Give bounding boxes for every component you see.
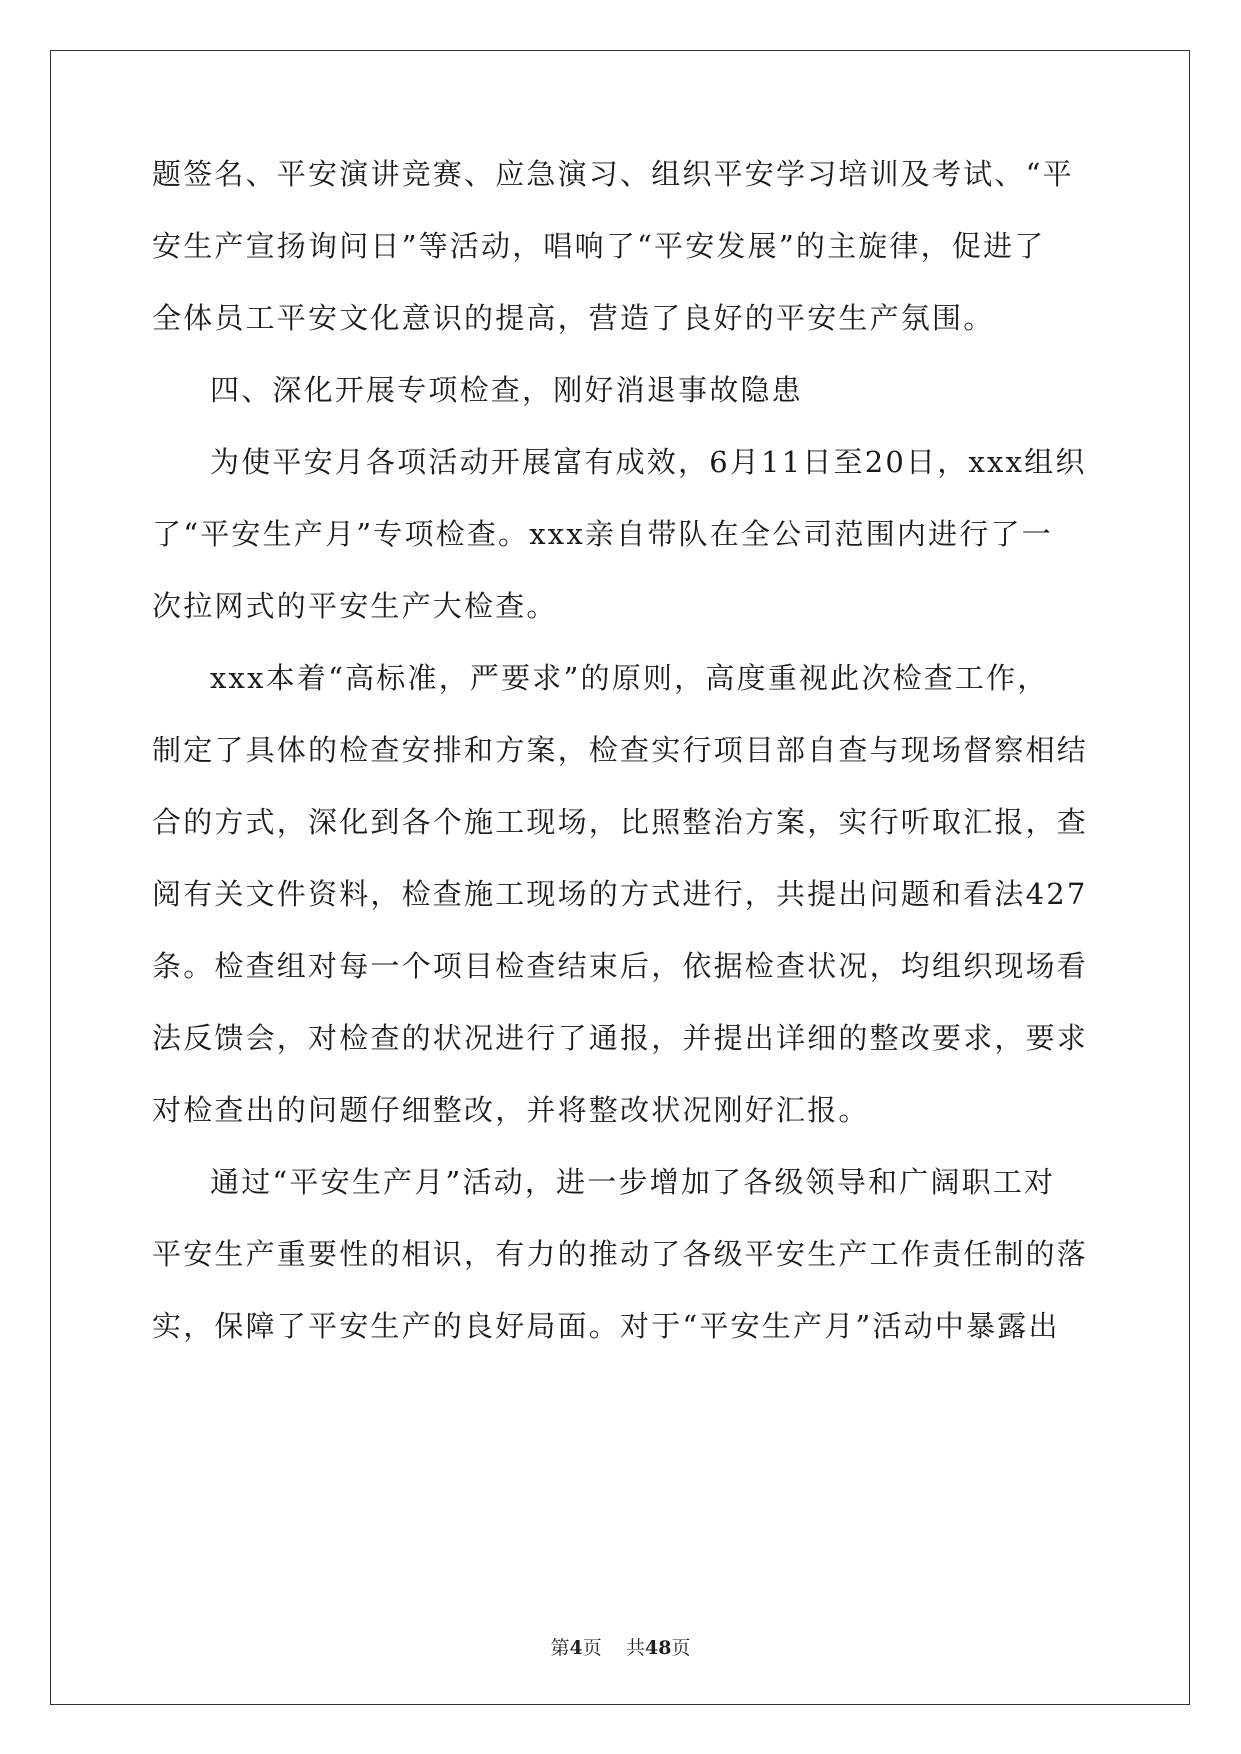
body-line: 题签名、平安演讲竞赛、应急演习、组织平安学习培训及考试、“平 — [152, 157, 1074, 191]
body-line: 全体员工平安文化意识的提高，营造了良好的平安生产氛围。 — [152, 301, 995, 335]
page-prefix: 第 — [550, 1637, 570, 1659]
section-heading: 四、深化开展专项检查，刚好消退事故隐患 — [210, 373, 803, 407]
body-line: 合的方式，深化到各个施工现场，比照整治方案，实行听取汇报，查 — [152, 805, 1089, 839]
body-line: 制定了具体的检查安排和方案，检查实行项目部自查与现场督察相结 — [152, 733, 1089, 767]
page-suffix: 页 — [582, 1637, 602, 1659]
body-line: 次拉网式的平安生产大检查。 — [152, 589, 558, 623]
total-prefix: 共 — [625, 1637, 645, 1659]
body-line: 条。检查组对每一个项目检查结束后，依据检查状况，均组织现场看 — [152, 949, 1089, 983]
body-line: 实，保障了平安生产的良好局面。对于“平安生产月”活动中暴露出 — [152, 1309, 1060, 1343]
body-line: 法反馈会，对检查的状况进行了通报，并提出详细的整改要求，要求 — [152, 1021, 1089, 1055]
body-line: 为使平安月各项活动开展富有成效，6月11日至20日，xxx组织 — [210, 445, 1087, 479]
total-pages: 48 — [644, 1637, 672, 1659]
body-line: xxx本着“高标准，严要求”的原则，高度重视此次检查工作， — [210, 661, 1049, 695]
body-line: 通过“平安生产月”活动，进一步增加了各级领导和广阔职工对 — [210, 1165, 1056, 1199]
page-footer — [0, 1633, 1241, 1660]
body-line: 了“平安生产月”专项检查。xxx亲自带队在全公司范围内进行了一 — [152, 517, 1053, 551]
body-line: 安生产宣扬询问日”等活动，唱响了“平安发展”的主旋律，促进了 — [152, 229, 1046, 263]
total-suffix: 页 — [671, 1637, 691, 1659]
body-line: 平安生产重要性的相识，有力的推动了各级平安生产工作责任制的落 — [152, 1237, 1089, 1271]
page-number: 4 — [569, 1637, 583, 1659]
body-line: 阅有关文件资料，检查施工现场的方式进行，共提出问题和看法427 — [152, 877, 1088, 911]
body-line: 对检查出的问题仔细整改，并将整改状况刚好汇报。 — [152, 1093, 870, 1127]
